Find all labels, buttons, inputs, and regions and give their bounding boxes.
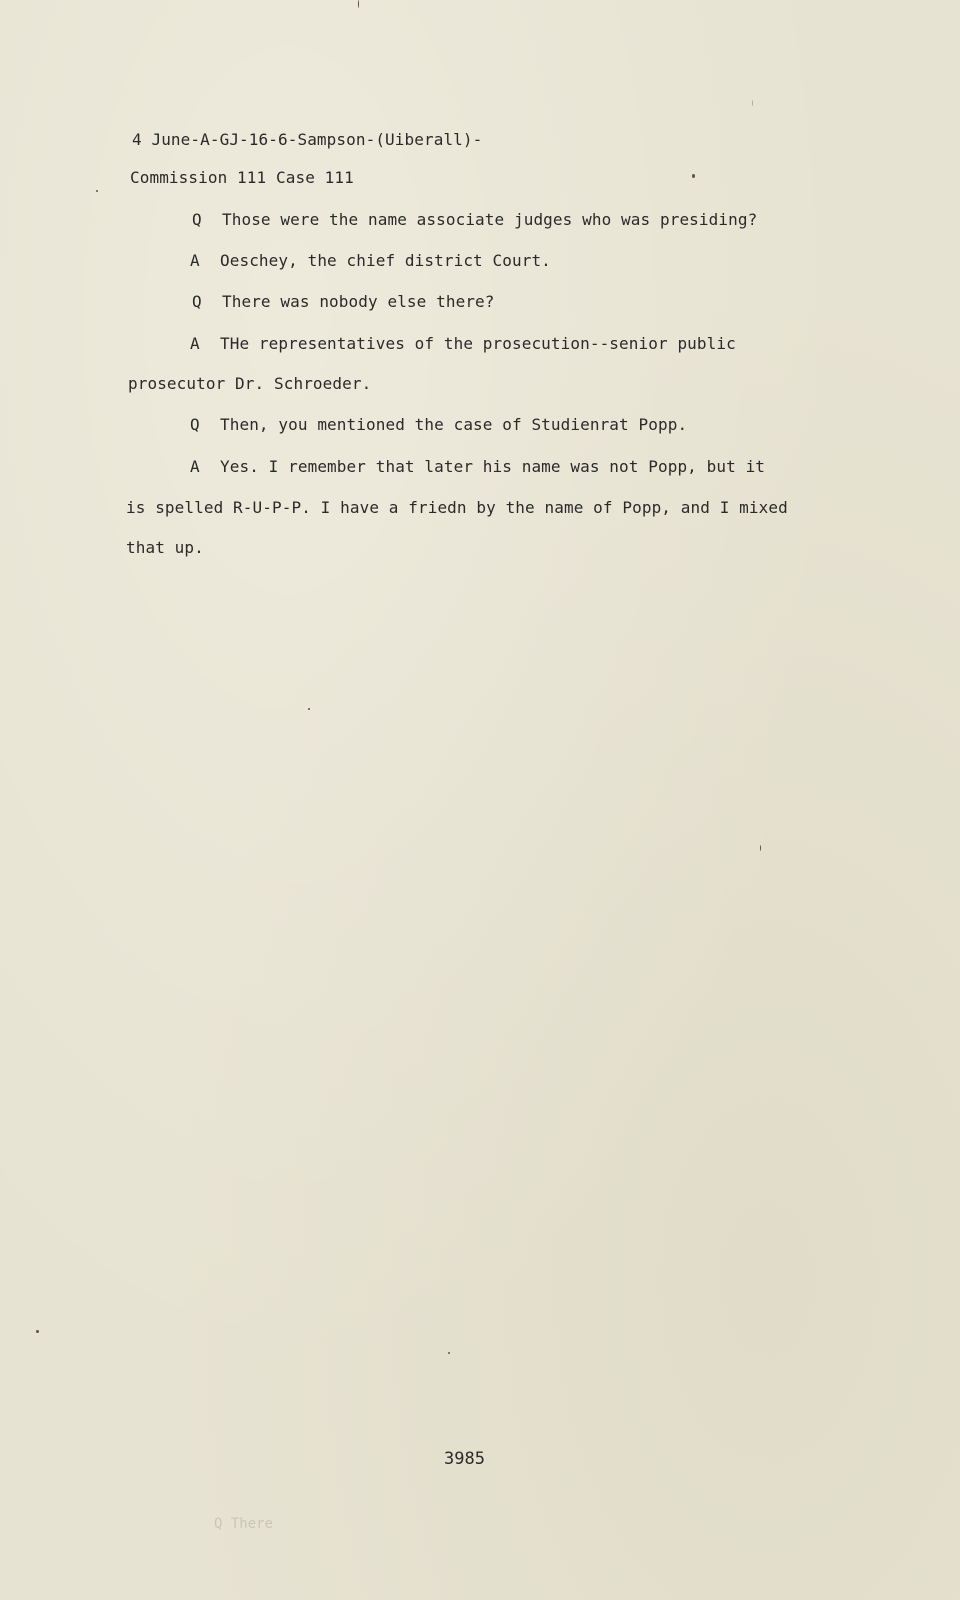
testimony-line (190, 334, 736, 353)
testimony-continuation: that up. (126, 538, 204, 557)
paper-speck (692, 174, 695, 178)
paper-speck (36, 1330, 39, 1333)
speaker-label: Q (192, 292, 202, 311)
paper-speck (760, 845, 761, 851)
header-line-2: Commission 111 Case 111 (130, 168, 354, 187)
testimony-line (190, 415, 687, 434)
speaker-label: Q (192, 210, 202, 229)
testimony-line (190, 457, 765, 476)
paper-speck (448, 1352, 450, 1354)
paper-speck (358, 0, 359, 8)
testimony-line (192, 292, 495, 311)
paper-speck (308, 708, 310, 710)
testimony-text: THe representatives of the prosecution--senior public (220, 334, 736, 353)
testimony-text: Oeschey, the chief district Court. (220, 251, 551, 270)
header-line-1: 4 June-A-GJ-16-6-Sampson-(Uiberall)- (132, 130, 483, 149)
testimony-text: Those were the name associate judges who was presiding? (222, 210, 758, 229)
speaker-label: A (190, 457, 200, 476)
testimony-text: There was nobody else there? (222, 292, 495, 311)
bleed-through-text: Q There (214, 1516, 274, 1532)
speaker-label: Q (190, 415, 200, 434)
testimony-continuation: prosecutor Dr. Schroeder. (128, 374, 372, 393)
paper-speck (752, 100, 753, 106)
testimony-continuation: is spelled R-U-P-P. I have a friedn by the name of Popp, and I mixed (126, 498, 788, 517)
testimony-text: Then, you mentioned the case of Studienrat Popp. (220, 415, 688, 434)
speaker-label: A (190, 334, 200, 353)
testimony-line (192, 210, 757, 229)
paper-speck (96, 190, 98, 192)
page-number: 3985 (444, 1449, 485, 1469)
testimony-text: Yes. I remember that later his name was not Popp, but it (220, 457, 766, 476)
testimony-line (190, 251, 551, 270)
speaker-label: A (190, 251, 200, 270)
